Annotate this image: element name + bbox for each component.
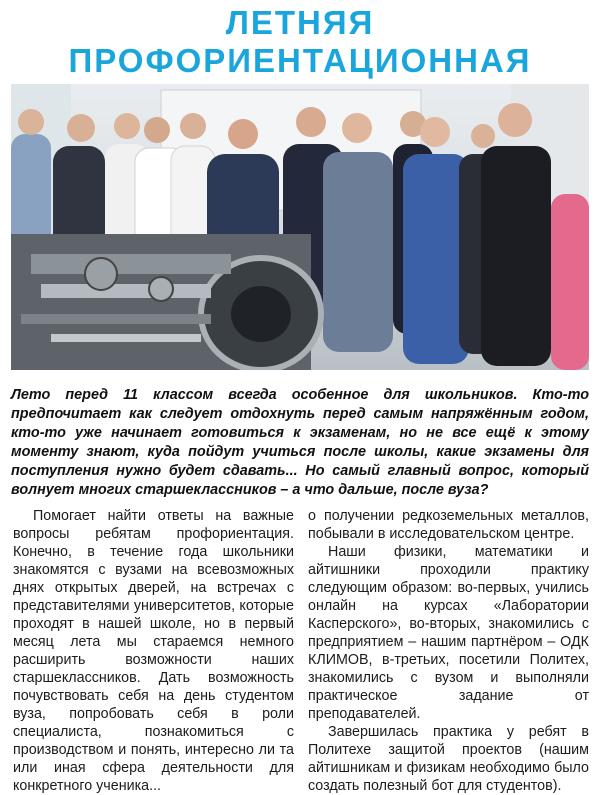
paragraph: о получении редкоземельных металлов, побывали в исследовательском центре. <box>308 508 589 542</box>
lead-paragraph: Лето перед 11 классом всегда особенное для школьников. Кто-то предпочитает как следует отдохнуть перед самым напряжённым годом, кто-то уже начинает готовиться к экзаменам, но не все ещё к этому моменту знают, куда пойдут учиться после школы, какие экзамены для поступления нужно будет сдавать... Но самый главный вопрос, который волнует многих старшеклассников – а что дальше, после вуза? <box>11 387 589 498</box>
article-column-1 <box>13 507 294 794</box>
group-photo-illustration <box>11 84 589 370</box>
group-photo <box>11 84 589 370</box>
headline-line-1: ЛЕТНЯЯ ПРОФОРИЕНТАЦИОННАЯ <box>68 4 532 79</box>
paragraph: Завершилась практика у ребят в Политехе защитой проектов (нашим айтишникам и физикам необходимо было создать полезный бот для студентов). <box>308 724 589 794</box>
paragraph: Помогает найти ответы на важные вопросы ребятам профориентация. Конечно, в течение года школьники знакомятся с вузами на всевозможных днях открытых дверей, на встречах с представителями университетов, которые проходят в нашей школе, но в первый месяц лета мы стараемся немного расширить возможности наших старшеклассников. Дать возможность почувствовать себя на день студентом вуза, попробовать себя в роли специалиста, познакомиться с производством и понять, интересно ли та или иная сфера деятельности для конкретного ученика... <box>13 508 294 794</box>
paragraph: Наши физики, математики и айтишники проходили практику следующим образом: во-первых, учились онлайн на курсах «Лаборатории Касперского», во-вторых, знакомились с предприятием – нашим партнёром – ОДК КЛИМОВ, в-третьих, посетили Политех, знакомились с вузом и выполняли практическое задание от преподавателей. <box>308 544 589 722</box>
article-body <box>13 507 589 794</box>
article-column-2 <box>308 507 589 794</box>
